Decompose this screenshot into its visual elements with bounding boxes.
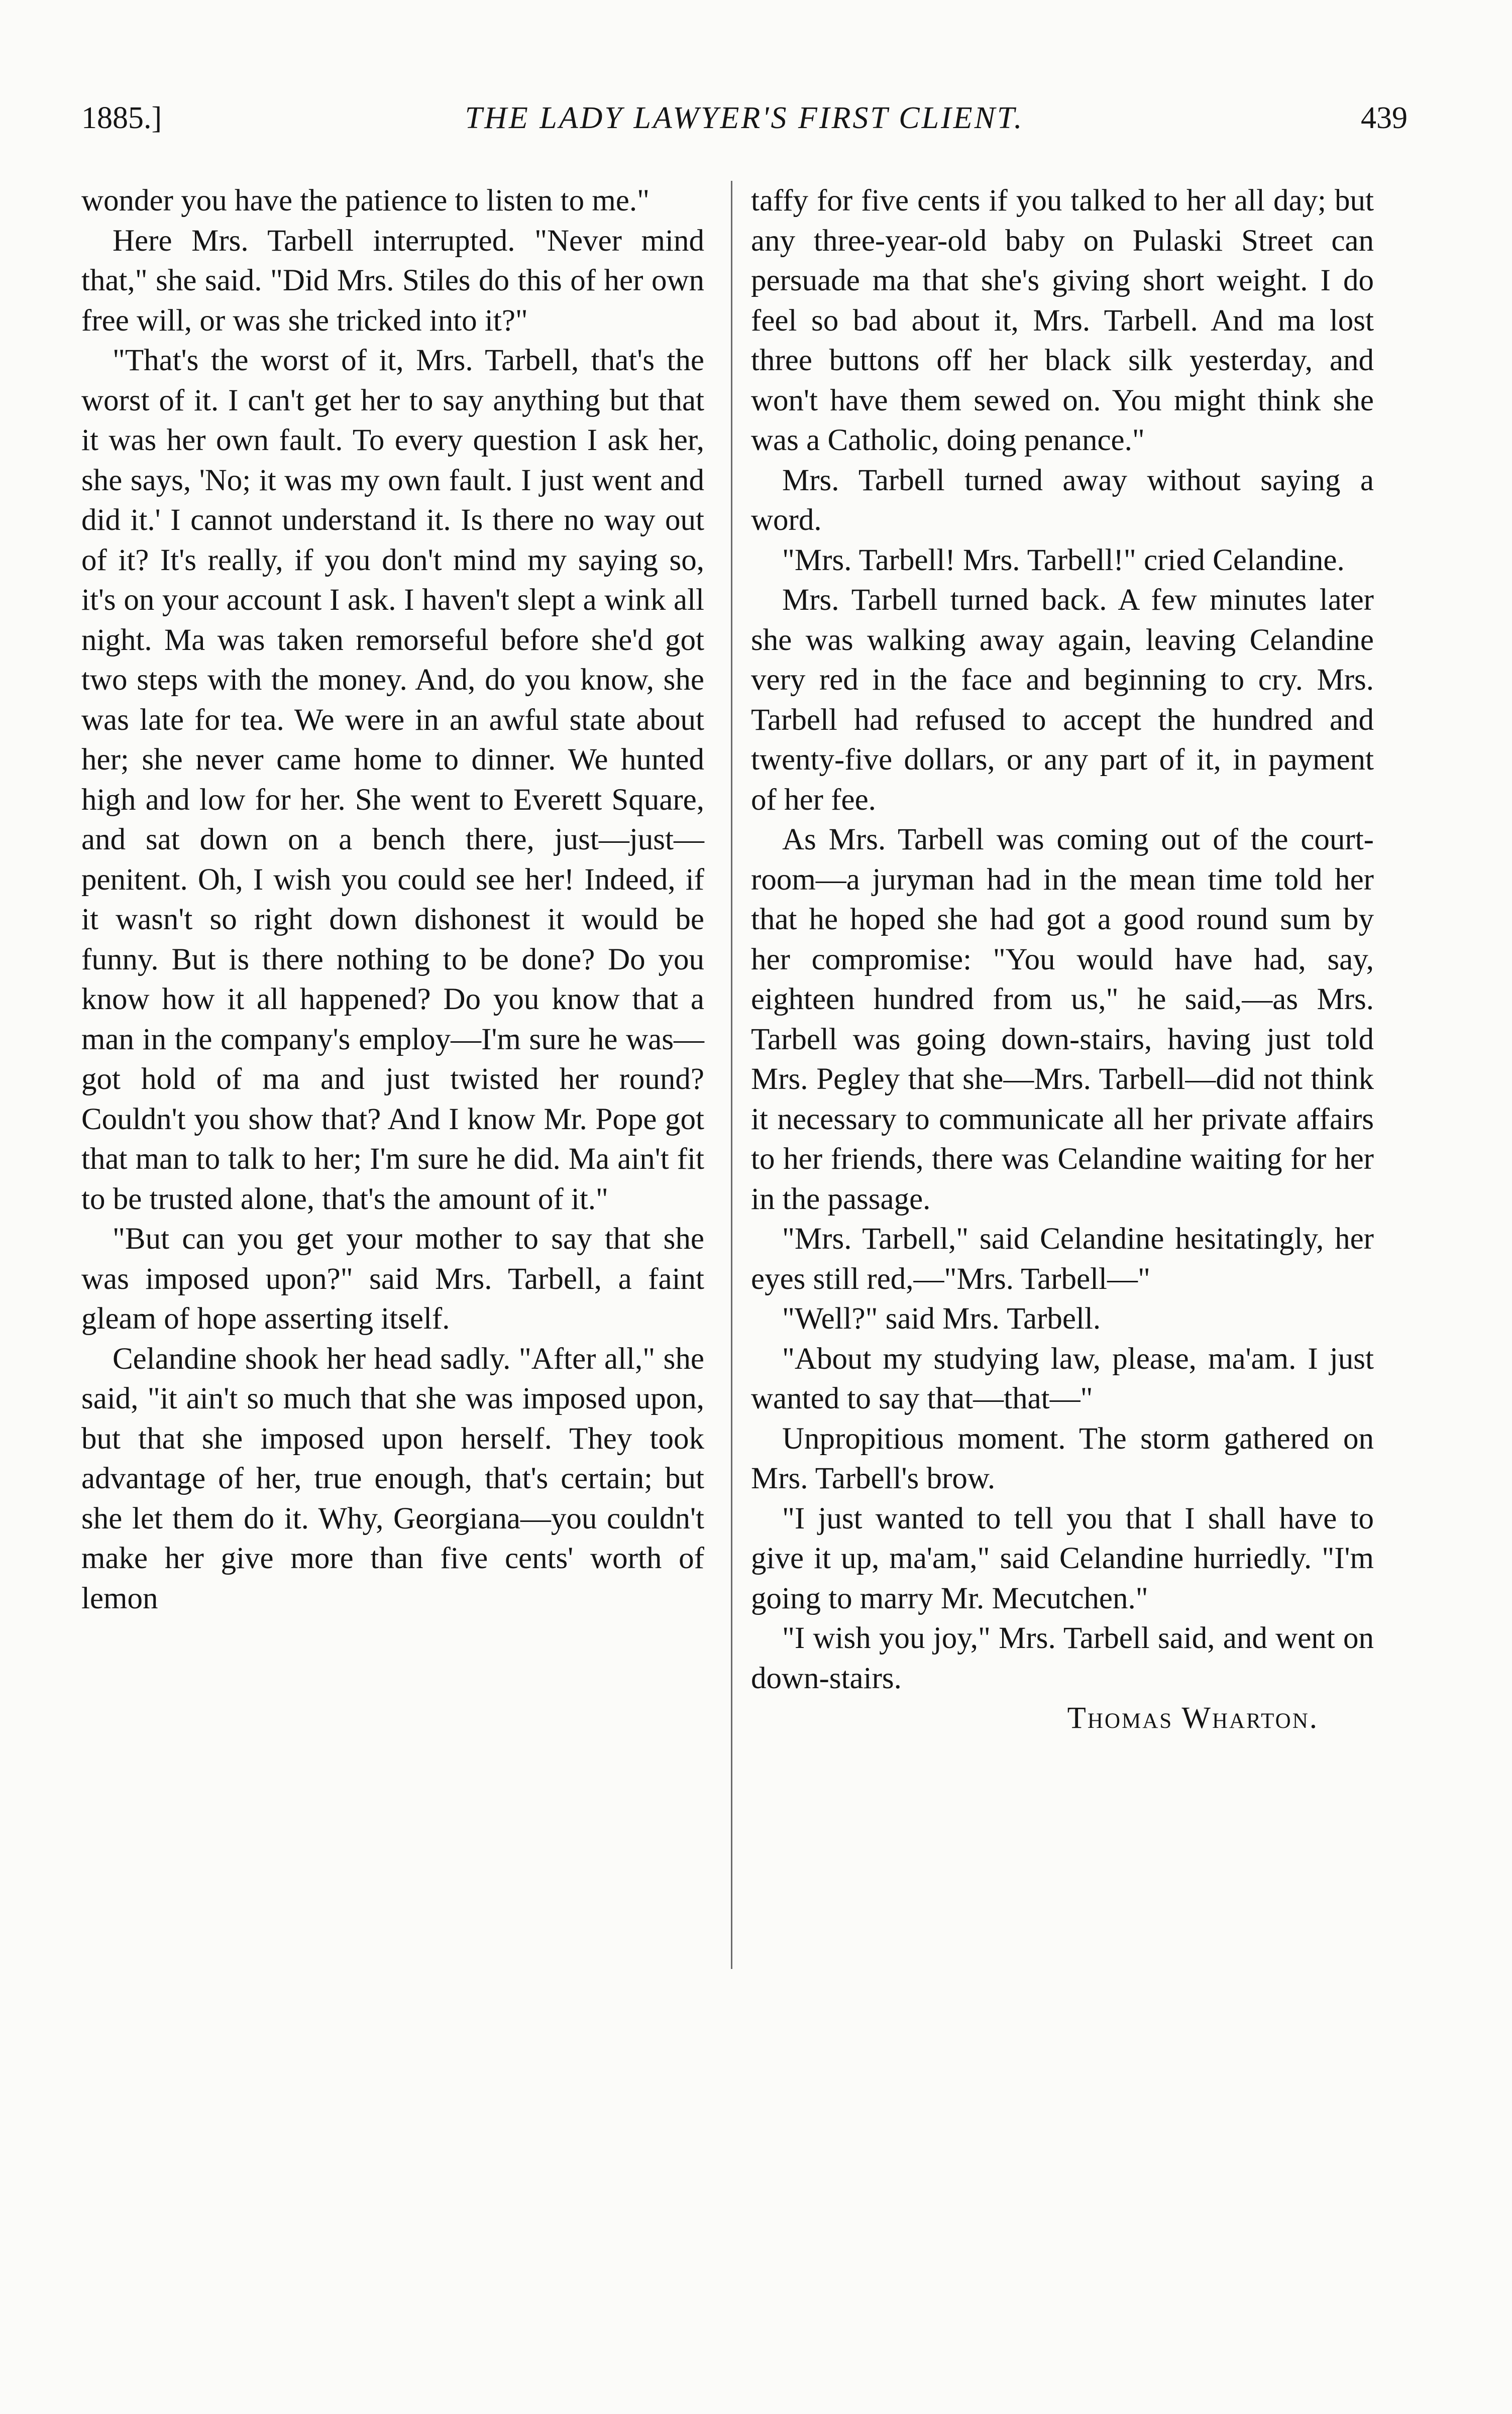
column-divider bbox=[731, 181, 732, 1969]
paragraph: As Mrs. Tarbell was coming out of the court-room—a juryman had in the mean time told her that he hoped she had got a good round sum by her compromise: "You would have had, say, eighteen hundred from us," he said,—as Mrs. Tarbell was going down-stairs, having just told Mrs. Pegley that she—Mrs. Tarbell—did not think it necessary to communicate all her private affairs to her friends, there was Celandine waiting for her in the passage. bbox=[751, 823, 1374, 1216]
paragraph: Mrs. Tarbell turned back. A few minutes later she was walking away again, leaving Celandine very red in the face and beginning to cry. Mrs. Tarbell had refused to accept the hundred and twenty-five dollars, or any part of it, in payment of her fee. bbox=[751, 583, 1374, 817]
paragraph: taffy for five cents if you talked to her all day; but any three-year-old baby on Pulaski Street can persuade ma that she's giving short weight. I do feel so bad about it, Mrs. Tarbell. And ma lost three buttons off her black silk yesterday, and won't have them sewed on. You might think she was a Catholic, doing penance." bbox=[751, 184, 1374, 457]
header-year: 1885.] bbox=[81, 101, 162, 135]
author-signature: Thomas Wharton. bbox=[1067, 1701, 1319, 1735]
paragraph: wonder you have the patience to listen to me." bbox=[81, 184, 650, 217]
paragraph: "I just wanted to tell you that I shall have to give it up, ma'am," said Celandine hurriedly. "I'm going to marry Mr. Mecutchen." bbox=[751, 1501, 1374, 1615]
paragraph: "Well?" said Mrs. Tarbell. bbox=[782, 1302, 1101, 1336]
paragraph: Here Mrs. Tarbell interrupted. "Never mind that," she said. "Did Mrs. Stiles do this of her own free will, or was she tricked into it?" bbox=[81, 224, 704, 338]
paragraph: "About my studying law, please, ma'am. I just wanted to say that—that—" bbox=[751, 1342, 1374, 1415]
paragraph: "But can you get your mother to say that she was imposed upon?" said Mrs. Tarbell, a faint gleam of hope asserting itself. bbox=[81, 1222, 704, 1336]
page-number: 439 bbox=[1361, 101, 1408, 135]
paragraph: "Mrs. Tarbell," said Celandine hesitatingly, her eyes still red,—"Mrs. Tarbell—" bbox=[751, 1222, 1374, 1296]
paragraph: "I wish you joy," Mrs. Tarbell said, and went on down-stairs. bbox=[751, 1621, 1374, 1695]
running-header bbox=[81, 95, 1408, 141]
paragraph: Celandine shook her head sadly. "After all," she said, "it ain't so much that she was imposed upon, but that she imposed upon herself. They took advantage of her, true enough, that's certain; but she let them do it. Why, Georgiana—you couldn't make her give more than five cents' worth of lemon bbox=[81, 1342, 704, 1615]
right-column bbox=[751, 181, 1374, 1738]
paragraph: "That's the worst of it, Mrs. Tarbell, that's the worst of it. I can't get her to say anything but that it was her own fault. To every question I ask her, she says, 'No; it was my own fault. I just went and did it.' I cannot understand it. Is there no way out of it? It's really, if you don't mind my saying so, it's on your account I ask. I haven't slept a wink all night. Ma was taken remorseful before she'd got two steps with the money. And, do you know, she was late for tea. We were in an awful state about her; she never came home to dinner. We hunted high and low for her. She went to Everett Square, and sat down on a bench there, just—just—penitent. Oh, I wish you could see her! Indeed, if it wasn't so right down dishonest it would be funny. But is there nothing to be done? Do you know how it all happened? Do you know that a man in the company's employ—I'm sure he was—got hold of ma and just twisted her round? Couldn't you show that? And I know Mr. Pope got that man to talk to her; I'm sure he did. Ma ain't fit to be trusted alone, that's the amount of it." bbox=[81, 344, 704, 1216]
left-column bbox=[81, 181, 704, 1618]
paragraph: "Mrs. Tarbell! Mrs. Tarbell!" cried Celandine. bbox=[782, 543, 1345, 577]
paragraph: Mrs. Tarbell turned away without saying a word. bbox=[751, 463, 1374, 537]
paragraph: Unpropitious moment. The storm gathered on Mrs. Tarbell's brow. bbox=[751, 1421, 1374, 1495]
header-title: THE LADY LAWYER'S FIRST CLIENT. bbox=[465, 101, 1024, 135]
